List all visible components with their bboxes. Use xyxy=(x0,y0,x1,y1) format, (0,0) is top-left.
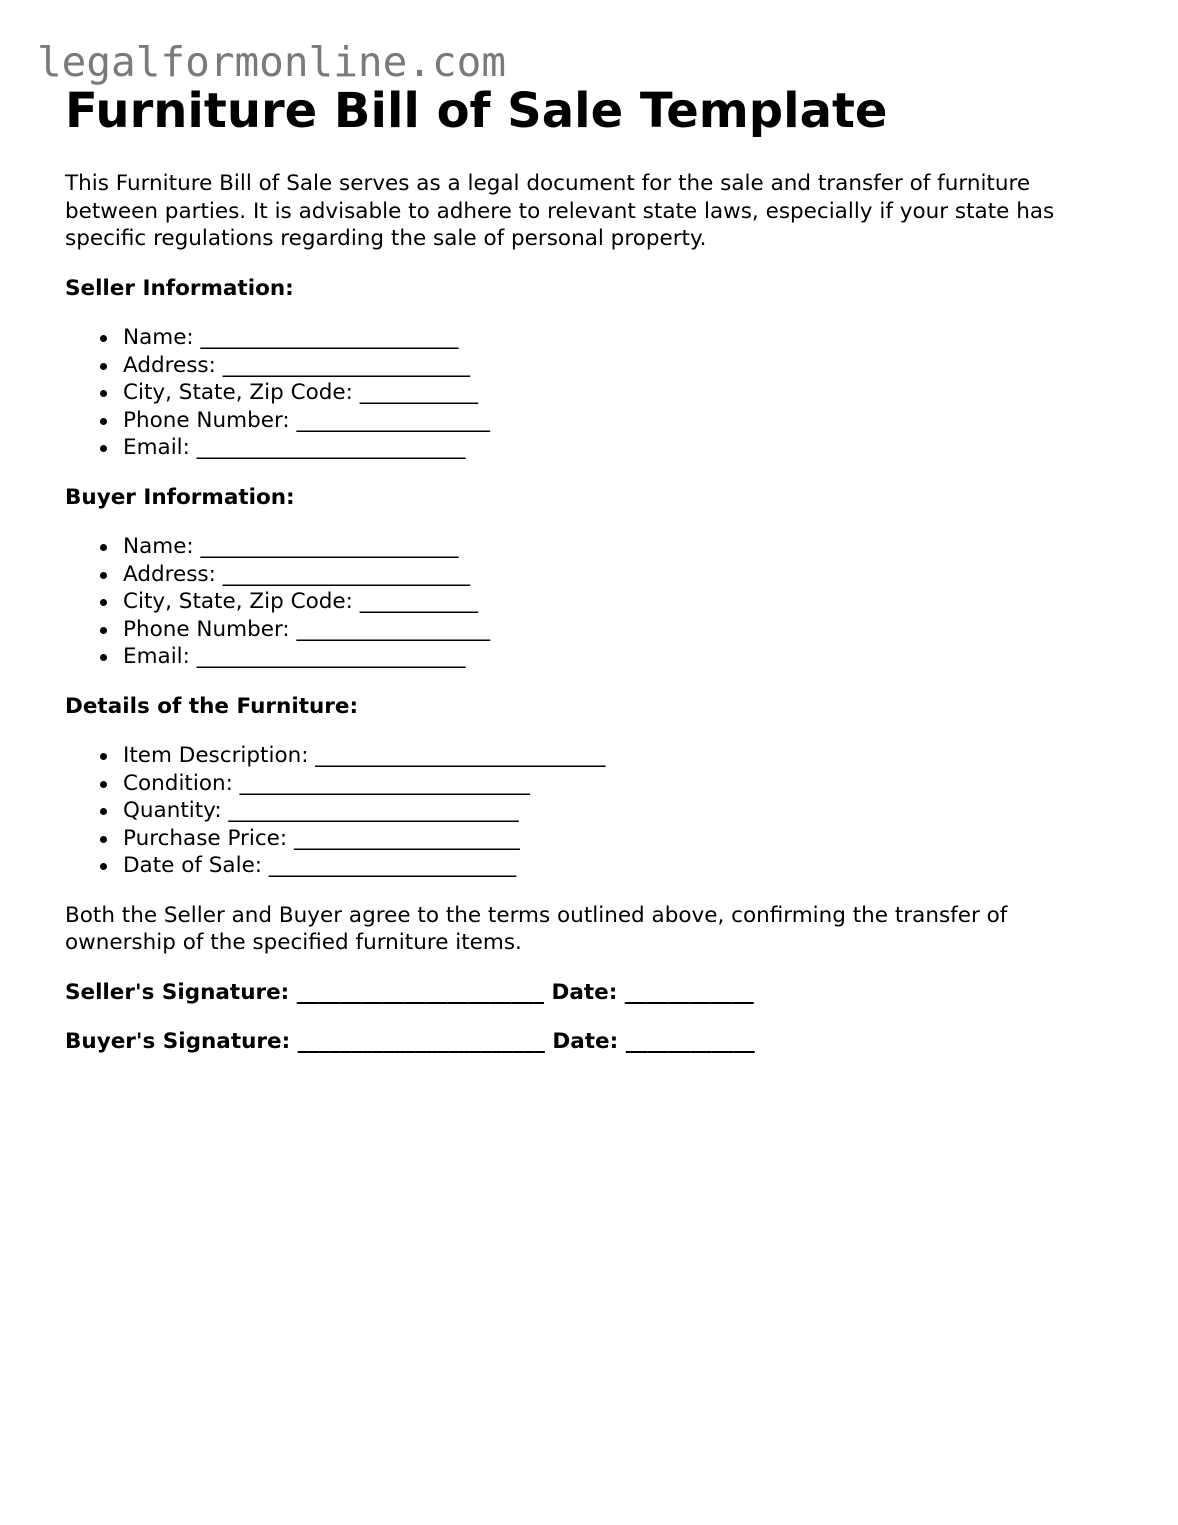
document-body xyxy=(65,170,1125,1078)
buyer-info-heading: Buyer Information: xyxy=(65,484,295,510)
condition-field[interactable]: Condition: ___________________________ xyxy=(98,770,1125,798)
seller-signature-line[interactable]: Seller's Signature: _______________________ Date: ____________ xyxy=(65,979,754,1005)
seller-address-field[interactable]: Address: _______________________ xyxy=(98,352,1125,380)
buyer-phone-field[interactable]: Phone Number: __________________ xyxy=(98,616,1125,644)
purchase-price-field[interactable]: Purchase Price: _____________________ xyxy=(98,825,1125,853)
watermark: legalformonline.com xyxy=(37,38,506,86)
seller-city-state-zip-field[interactable]: City, State, Zip Code: ___________ xyxy=(98,379,1125,407)
seller-email-field[interactable]: Email: _________________________ xyxy=(98,434,1125,462)
buyer-signature-line[interactable]: Buyer's Signature: _______________________ Date: ____________ xyxy=(65,1029,755,1054)
buyer-city-state-zip-field[interactable]: City, State, Zip Code: ___________ xyxy=(98,588,1125,616)
seller-info-list xyxy=(65,324,1125,462)
buyer-info-list xyxy=(65,533,1125,671)
furniture-details-heading: Details of the Furniture: xyxy=(65,693,359,719)
seller-info-heading: Seller Information: xyxy=(65,275,294,301)
quantity-field[interactable]: Quantity: ___________________________ xyxy=(98,797,1125,825)
buyer-address-field[interactable]: Address: _______________________ xyxy=(98,561,1125,589)
agreement-paragraph: Both the Seller and Buyer agree to the terms outlined above, confirming the transfer of ownership of the specified furniture items. xyxy=(65,902,1008,955)
seller-name-field[interactable]: Name: ________________________ xyxy=(98,324,1125,352)
buyer-name-field[interactable]: Name: ________________________ xyxy=(98,533,1125,561)
seller-phone-field[interactable]: Phone Number: __________________ xyxy=(98,407,1125,435)
date-of-sale-field[interactable]: Date of Sale: _______________________ xyxy=(98,852,1125,880)
intro-paragraph: This Furniture Bill of Sale serves as a legal document for the sale and transfer of furniture between parties. It is advisable to adhere to relevant state laws, especially if your state has specific regulations regarding the sale of personal property. xyxy=(65,171,1055,251)
furniture-details-list xyxy=(65,742,1125,880)
item-description-field[interactable]: Item Description: ___________________________ xyxy=(98,742,1125,770)
document-title: Furniture Bill of Sale Template xyxy=(65,83,888,139)
buyer-email-field[interactable]: Email: _________________________ xyxy=(98,643,1125,671)
